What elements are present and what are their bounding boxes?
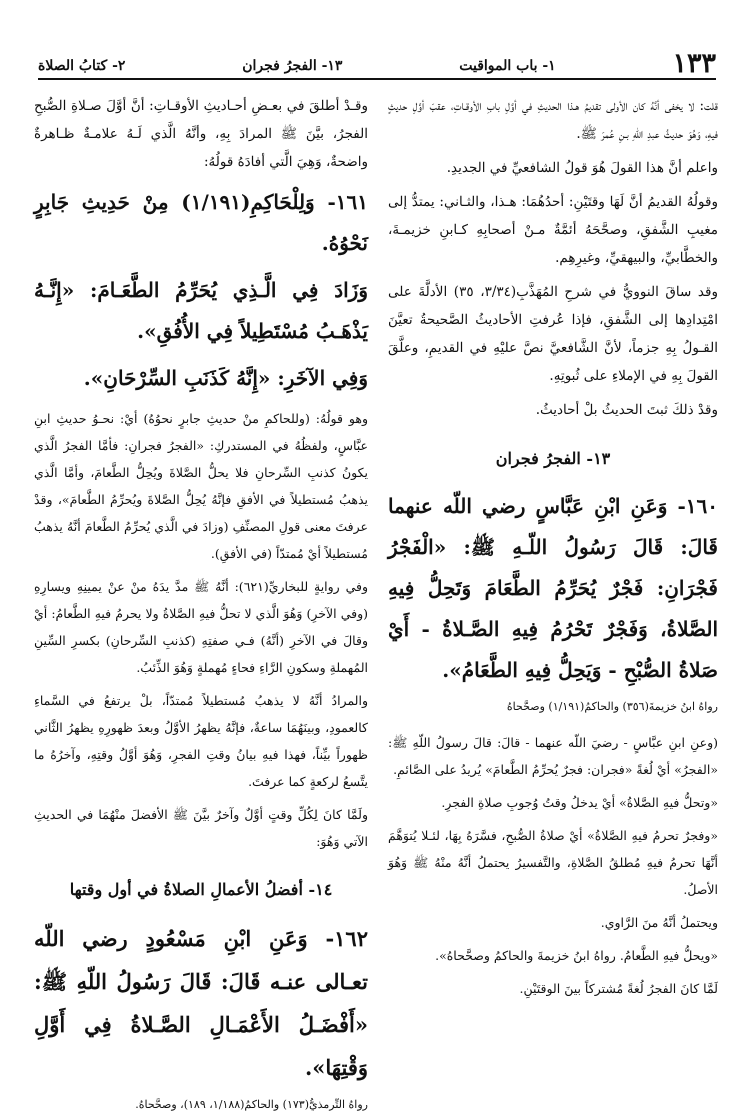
left-column [34,92,368,1111]
commentary-paragraph: «وفجرٌ تحرمُ فيهِ الصَّلاةُ» أيْ صلاةُ الصُّبحِ، فسَّرَهُ بِهَا، لئـلا يُتوَهَّمَ أنَّهَا تحرمُ فيهِ مُطلقُ الصَّلاةِ، والتَّفسيرُ يحتملُ أنَّهُ منْهُ ﷺ وَهُوَ الأصلُ. [388,828,718,897]
hadith-160: ١٦٠- وَعَنِ ابْنِ عَبَّاسٍ رضي اللّه عنهما قَالَ: قَالَ رَسُولُ اللّـهِ ﷺ: «الْفَجْرُ فَجْرَانِ: فَجْرٌ يُحَرِّمُ الطَّعَامَ وَتَحِلُّ فِيهِ الصَّلاةُ، وَفَجْرٌ تَحْرُمُ فِيهِ الصَّـلاةُ - أَيْ صَلاةُ الصُّبْحِ - وَيَحِلُّ فِيهِ الطَّعَامُ». [388,494,718,682]
commentary-paragraph: (وعنِ ابنِ عبَّاسٍ - رضيَ اللّه عنهما - قالَ: قالَ رسولُ اللّهِ ﷺ: «الفجرُ» أيْ لُغةً «فجران: فجرٌ يُحرِّمُ الطَّعامَ» يُريدُ على الصَّائمِ. [388,735,718,777]
section-heading: ١٣- الفجرُ فجران [242,58,343,74]
book-heading: ٢- كتابُ الصلاة [38,58,126,74]
page-number: ١٣٣ [672,48,716,79]
commentary-paragraph: «وتحلُّ فيهِ الصَّلاةُ» أيْ يدخلُ وقتُ وُجوبِ صلاةِ الفجرِ. [441,795,718,810]
commentary-paragraph: والمرادُ أنَّهُ لا يذهبُ مُستطيلاً مُمتدّاً، بلْ يرتفعُ في السَّماءِ كالعمودِ، وبينَهُمَا ساعةٌ، فإنَّهُ يظهرُ الأوَّلُ وبعدَ ظهورِهِ يظهرُ الثَّاني ظهوراً بيِّناً، فهذا فيهِ بيانُ وقتِ الفجرِ، وَهُوَ أوَّلُ وقتِهِ، وآخرُهُ ما يتَّسعُ لركعةٍ كما عرفتَ. [34,693,368,789]
hadith-160-reference: رواهُ ابنُ خزيمةَ(٣٥٦) والحاكمُ(١/١٩١) وصحَّحاهُ [506,700,718,713]
commentary-paragraph: وقـدْ أطلقَ في بعـضِ أحـاديثِ الأوقـاتِ: أنَّ أوَّلَ صـلاةِ الصُّبحِ الفجرُ، بيَّنَ ﷺ المرادَ بِهِ، وأنَّهُ الَّذي لَـهُ علامـةٌ ظـاهرةٌ واضحةٌ، وَهِيَ الَّتي أفادَهُ قولُهُ: [34,98,368,170]
commentary-paragraph: وقدْ ذلكَ ثبتَ الحديثُ بلْ أحاديثُ. [535,402,718,418]
hadith-162-reference: رواهُ التِّرمذيُّ(١٧٣) والحاكمُ(١/١٨٨، ١٨٩)، وصحَّحاهُ. [135,1098,368,1111]
commentary-paragraph: ولَمَّا كانَ لِكُلِّ وقتٍ أوَّلٌ وآخرٌ بيَّنَ ﷺ الأفضلَ منْهُمَا في الحديثِ الآتي وَهُوَ: [34,807,368,849]
hadith-162: ١٦٢- وَعَنِ ابْنِ مَسْعُودٍ رضي اللّه تعـالى عنـه قَالَ: قَالَ رَسُولُ اللّهِ ﷺ: «أَفْضَـلُ الأَعْمَـالِ الصَّـلاةُ فِي أَوَّلِ وَقْتِهَا». [34,926,368,1080]
commentary-paragraph: واعلم أنَّ هذا القولَ هُوَ قولُ الشافعيِّ في الجديدِ. [446,160,718,176]
commentary-paragraph: قلت: لا يخفى أنَّهُ كان الأولى تقديمُ هـذا الحديثِ في أوَّلِ بابِ الأوقـاتِ، عقبَ أوَّلِ حديثٍ فيهِ، وَهُوَ حديثُ عبدِ اللهِ بـنِ عُمرَ ﷺ. [388,98,718,142]
commentary-paragraph: وقد ساقَ النوويُّ في شرحِ المُهَذَّبِ(٣/٣٤، ٣٥) الأدلَّةَ على امْتِدادِها إلى الشَّفقِ، فإذا عُرفتِ الأحاديثُ الصَّحيحةُ تعيَّنَ القـولُ بِهِ جزماً، لأنَّ الشَّافعيَّ نصَّ عليْهِ في القديمِ، وعلَّقَ القولَ بِهِ في الإملاءِ على ثُبوتِهِ. [388,284,718,384]
commentary-paragraph: «ويحلُّ فيهِ الطَّعامُ. رواهُ ابنُ خزيمةَ والحاكمُ وصحَّحاهُ». [435,948,718,963]
section-14-title: ١٤- أفضلُ الأعمالِ الصلاةُ في أول وقتها [69,880,333,899]
page-header [38,50,716,80]
hadith-161: ١٦١- وَلِلْحَاكِمِ(١/١٩١) مِنْ حَدِيثِ جَابِرٍ نَحْوُهُ. [34,190,368,255]
section-13-title: ١٣- الفجرُ فجران [495,449,611,468]
commentary-paragraph: لَمَّا كانَ الفجرُ لُغةً مُشتركاً بينَ الوقتَيْنِ. [519,981,718,996]
right-column [388,92,718,1053]
commentary-paragraph: وقولُهُ القديمُ أنَّ لَهَا وقتَيْنِ: أحدُهُمَا: هـذا، والثـاني: يمتدُّ إلى مغيبِ الشَّفقِ، وصحَّحَهُ أئمَّةٌ مـنْ أصحابِهِ كـابنِ خزيمـةَ، والخطَّابيِّ، والبيهقيِّ، وغيرِهِم. [388,194,718,266]
commentary-paragraph: وهو قولُهُ: (وللحاكمِ منْ حديثِ جابرٍ نحوُهُ) أيْ: نحـوُ حديثِ ابنِ عبَّاسٍ، ولفظُهُ في المستدركِ: «الفجرُ فجرانِ: فأمَّا الفجرُ الَّذي يكونُ كذنبِ السِّرحانِ فلا يحلُّ الصَّلاةَ ويُحِلُّ الطَّعامَ، وأمَّا الَّذي يذهبُ مُستطيلاً في الأفقِ فإنَّهُ يُحِلُّ الصَّلاةَ ويُحرِّمُ الطَّعامَ»، وقدْ عرفتَ معنى قولِ المصنِّفِ (وزادَ في الَّذي يُحرِّمُ الطَّعامَ أنَّهُ يذهبُ مُستطيلاً أيْ مُمتدّاً (في الأفقِ). [34,411,368,561]
commentary-paragraph: وفي روايةٍ للبخاريِّ(٦٢١): أنَّهُ ﷺ مدَّ يدَهُ منْ عنْ يمينِهِ ويسارِهِ (وفي الآخرِ) وَهُوَ الَّذي لا تحلُّ فيهِ الصَّلاةُ ولا يحرمُ فيهِ الطَّعامُ: أيْ وقالَ في الآخرِ (أنَّهُ) فـي صفتِهِ (كذنبِ السِّرحانِ) بكسرِ السِّينِ المُهملةِ وسكونِ الرَّاءِ فحاءٍ مُهملةٍ وَهُوَ الذِّئبُ. [34,579,368,675]
hadith-161-other: وَفِي الآخَرِ: «إِنَّهُ كَذَنَبِ السِّرْحَانِ». [83,366,368,390]
chapter-heading: ١- باب المواقيت [459,58,556,74]
commentary-paragraph: ويحتملُ أنَّهُ منَ الرَّاوي. [600,915,718,930]
hadith-161-addition: وَزَادَ فِي الَّـذِي يُحَرِّمُ الطَّعَـامَ: «إِنَّـهُ يَذْهَـبُ مُسْتَطِيلاً فِي الأُفُقِ». [34,278,368,343]
